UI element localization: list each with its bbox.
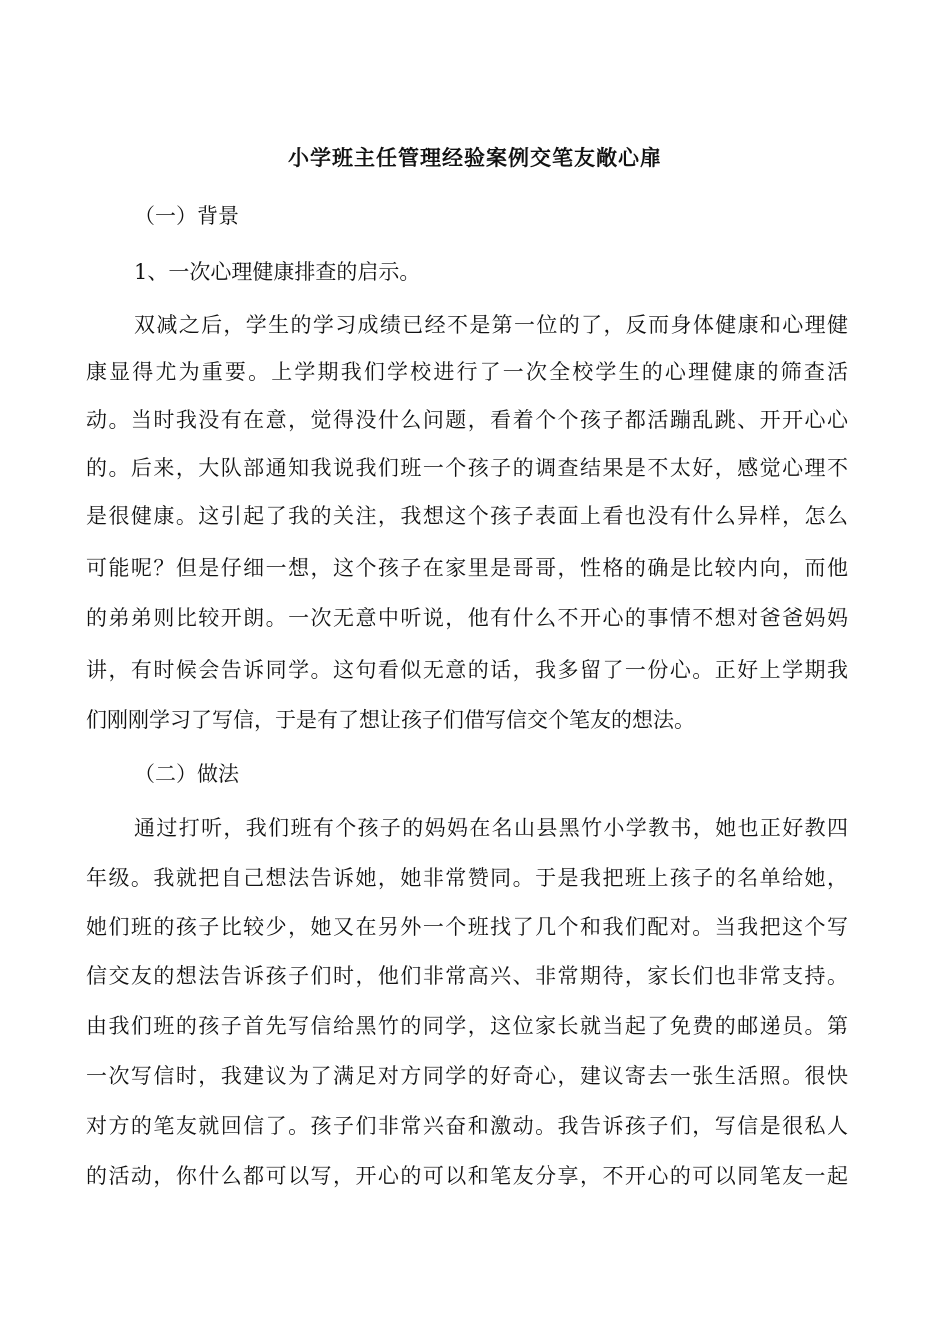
paragraph-line: 是很健康。这引起了我的关注，我想这个孩子表面上看也没有什么异样，怎么 xyxy=(86,504,848,528)
paragraph-line: 们刚刚学习了写信，于是有了想让孩子们借写信交个笔友的想法。 xyxy=(86,708,695,732)
paragraph-line: 的活动，你什么都可以写，开心的可以和笔友分享，不开心的可以同笔友一起 xyxy=(86,1164,848,1188)
paragraph-line: 双减之后，学生的学习成绩已经不是第一位的了，反而身体健康和心理健 xyxy=(134,313,848,337)
paragraph-line: 康显得尤为重要。上学期我们学校进行了一次全校学生的心理健康的筛查活 xyxy=(86,360,848,384)
subheading-psychological-screening: 1、一次心理健康排查的启示。 xyxy=(134,260,421,284)
paragraph-line: 动。当时我没有在意，觉得没什么问题，看着个个孩子都活蹦乱跳、开开心心 xyxy=(86,408,848,432)
paragraph-line: 的弟弟则比较开朗。一次无意中听说，他有什么不开心的事情不想对爸爸妈妈 xyxy=(86,606,848,630)
paragraph-line: 她们班的孩子比较少，她又在另外一个班找了几个和我们配对。当我把这个写 xyxy=(86,915,848,939)
document-title: 小学班主任管理经验案例交笔友敞心扉 xyxy=(288,145,662,170)
paragraph-line: 年级。我就把自己想法告诉她，她非常赞同。于是我把班上孩子的名单给她， xyxy=(86,866,848,890)
paragraph-line: 对方的笔友就回信了。孩子们非常兴奋和激动。我告诉孩子们，写信是很私人 xyxy=(86,1114,848,1138)
paragraph-line: 可能呢？但是仔细一想，这个孩子在家里是哥哥，性格的确是比较内向，而他 xyxy=(86,556,848,580)
section-heading-method: （二）做法 xyxy=(134,762,239,786)
paragraph-line: 的。后来，大队部通知我说我们班一个孩子的调查结果是不太好，感觉心理不 xyxy=(86,456,848,480)
section-heading-background: （一）背景 xyxy=(134,204,239,228)
paragraph-line: 由我们班的孩子首先写信给黑竹的同学，这位家长就当起了免费的邮递员。第 xyxy=(86,1014,848,1038)
paragraph-line: 讲，有时候会告诉同学。这句看似无意的话，我多留了一份心。正好上学期我 xyxy=(86,658,848,682)
paragraph-line: 信交友的想法告诉孩子们时，他们非常高兴、非常期待，家长们也非常支持。 xyxy=(86,964,848,988)
paragraph-line: 一次写信时，我建议为了满足对方同学的好奇心，建议寄去一张生活照。很快 xyxy=(86,1064,848,1088)
paragraph-line: 通过打听，我们班有个孩子的妈妈在名山县黑竹小学教书，她也正好教四 xyxy=(134,816,848,840)
